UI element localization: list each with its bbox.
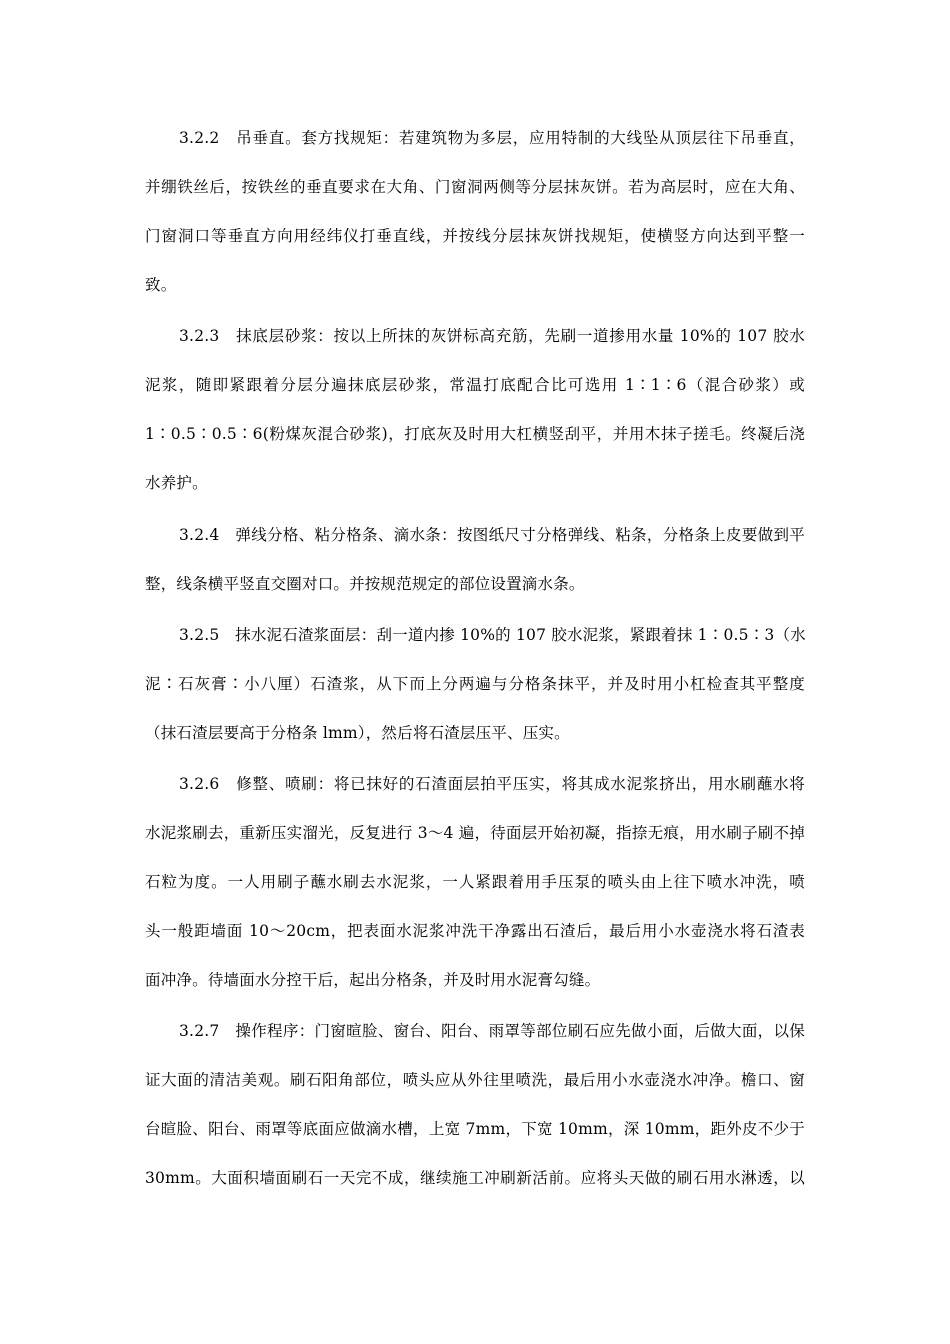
paragraph-3-2-3-line-4: 水养护。 <box>145 474 208 492</box>
paragraph-3-2-4-line-1: 3.2.4 弹线分格、粘分格条、滴水条：按图纸尺寸分格弹线、粘条，分格条上皮要做到平 <box>179 526 805 544</box>
paragraph-3-2-2-line-4: 致。 <box>145 276 177 294</box>
paragraph-3-2-6-line-4: 头一般距墙面 10～20cm，把表面水泥浆冲洗干净露出石渣后，最后用小水壶浇水将石渣表 <box>145 922 805 940</box>
paragraph-3-2-2-line-1: 3.2.2 吊垂直。套方找规矩：若建筑物为多层，应用特制的大线坠从顶层往下吊垂直， <box>179 129 805 147</box>
paragraph-3-2-5-line-2: 泥∶石灰膏∶小八厘）石渣浆，从下而上分两遍与分格条抹平，并及时用小杠检查其平整度 <box>145 675 805 693</box>
paragraph-3-2-3-line-2: 泥浆，随即紧跟着分层分遍抹底层砂浆，常温打底配合比可选用 1∶1∶6（混合砂浆）或 <box>145 376 805 394</box>
paragraph-3-2-2-line-2: 并绷铁丝后，按铁丝的垂直要求在大角、门窗洞两侧等分层抹灰饼。若为高层时，应在大角、 <box>145 178 805 196</box>
paragraph-3-2-6-line-1: 3.2.6 修整、喷刷：将已抹好的石渣面层拍平压实，将其成水泥浆挤出，用水刷蘸水将 <box>179 775 805 793</box>
paragraph-3-2-5-line-3: （抹石渣层要高于分格条 lmm），然后将石渣层压平、压实。 <box>145 724 570 742</box>
paragraph-3-2-3-line-3: 1∶0.5∶0.5∶6(粉煤灰混合砂浆)，打底灰及时用大杠横竖刮平，并用木抹子搓毛。终凝后浇 <box>145 425 805 443</box>
paragraph-3-2-4-line-2: 整，线条横平竖直交圈对口。并按规范规定的部位设置滴水条。 <box>145 575 585 593</box>
paragraph-3-2-5-line-1: 3.2.5 抹水泥石渣浆面层：刮一道内掺 10%的 107 胶水泥浆，紧跟着抹 1∶0.5∶3（水 <box>179 626 806 644</box>
paragraph-3-2-7-line-3: 台暄脸、阳台、雨罩等底面应做滴水槽，上宽 7mm，下宽 10mm，深 10mm，距外皮不少于 <box>145 1120 805 1138</box>
paragraph-3-2-6-line-3: 石粒为度。一人用刷子蘸水刷去水泥浆，一人紧跟着用手压泵的喷头由上往下喷水冲洗，喷 <box>145 873 805 891</box>
paragraph-3-2-6-line-5: 面冲净。待墙面水分控干后，起出分格条，并及时用水泥膏勾缝。 <box>145 971 601 989</box>
paragraph-3-2-7-line-2: 证大面的清洁美观。刷石阳角部位，喷头应从外往里喷洗，最后用小水壶浇水冲净。檐口、窗 <box>145 1071 805 1089</box>
paragraph-3-2-3-line-1: 3.2.3 抹底层砂浆：按以上所抹的灰饼标高充筋，先刷一道掺用水量 10%的 107 胶水 <box>179 327 805 345</box>
paragraph-3-2-6-line-2: 水泥浆刷去，重新压实溜光，反复进行 3～4 遍，待面层开始初凝，指捺无痕，用水刷子刷不掉 <box>145 824 805 842</box>
paragraph-3-2-7-line-4: 30mm。大面积墙面刷石一天完不成，继续施工冲刷新活前。应将头天做的刷石用水淋透，以 <box>145 1169 805 1187</box>
paragraph-3-2-7-line-1: 3.2.7 操作程序：门窗暄脸、窗台、阳台、雨罩等部位刷石应先做小面，后做大面，以保 <box>179 1022 805 1040</box>
paragraph-3-2-2-line-3: 门窗洞口等垂直方向用经纬仪打垂直线，并按线分层抹灰饼找规矩，使横竖方向达到平整一 <box>145 227 805 245</box>
